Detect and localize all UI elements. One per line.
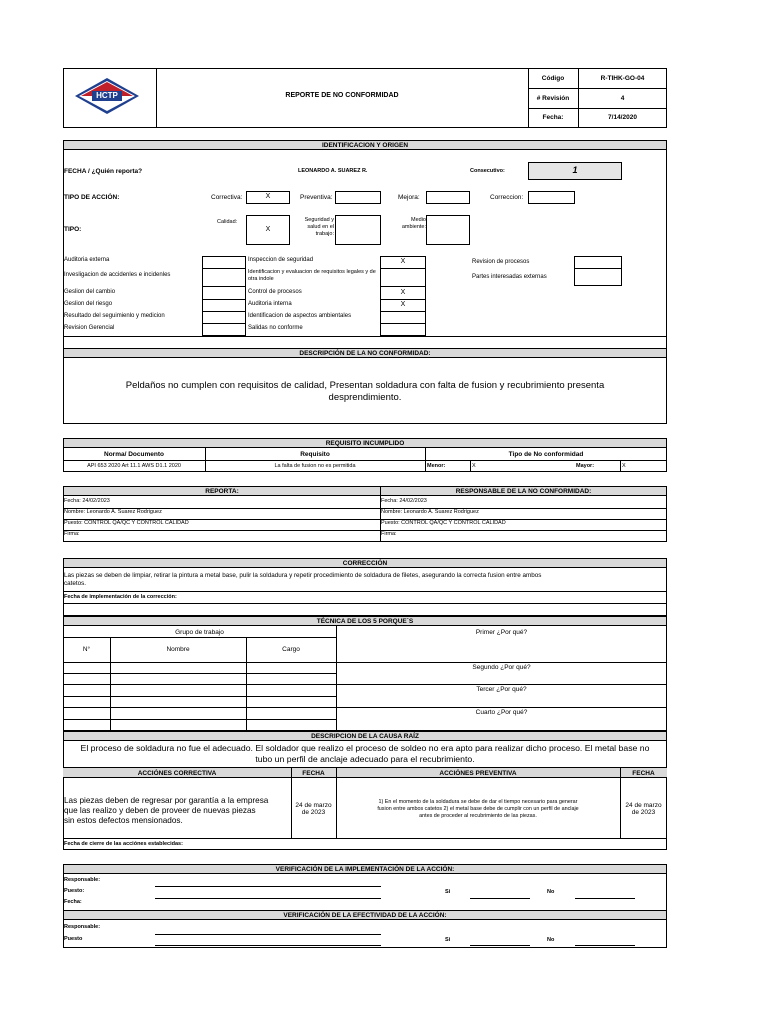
correccion-line1: Las piezas se deben de limpiar, retirar la pintura a metal base, pulir la soldadura y repetir procedimiento de soldadura de filetes, asegurando la correcta fusion entre ambos <box>64 572 542 579</box>
fecha1-line0: 24 de marzo <box>295 802 332 809</box>
segundo-porque: Segundo ¿Por qué? <box>472 664 531 671</box>
consecutivo-value: 1 <box>572 165 578 175</box>
reporta-fecha: Fecha: 24/02/2023 <box>64 498 110 504</box>
col-fecha2: FECHA <box>632 770 655 777</box>
origin-left-1: Invesligacion de accidenles e incidenles <box>64 272 171 278</box>
origin-right-box <box>574 256 622 286</box>
correccion-label: Correccion: <box>490 194 524 201</box>
verif1-fecha: Fecha: <box>64 899 82 905</box>
correctiva-mark: X <box>265 193 271 200</box>
fecha-label: Fecha: <box>542 114 564 121</box>
verif2-puesto: Puesto <box>64 936 83 942</box>
company-logo <box>74 77 140 115</box>
correctiva-text-0: Las piezas deben de regresar por garantía a la empresa <box>64 796 269 805</box>
mayor-label: Mayor: <box>576 463 595 469</box>
col-acciones-correctiva: ACCIÓNES CORRECTIVA <box>137 770 217 777</box>
calidad-label: Calidad: <box>217 219 238 225</box>
origins-grid <box>63 256 667 336</box>
descripcion-line1: Peldaños no cumplen con requisitos de calidad, Presentan soldadura con falta de fusion y recubrimiento presenta <box>125 380 605 391</box>
menor-mark: X <box>472 463 476 469</box>
porques-band: TÉCNICA DE LOS 5 PORQUE´S <box>63 616 667 626</box>
origin-left-3: Geslion del riesgo <box>64 301 113 307</box>
correctiva-label: Correctiva: <box>211 194 243 201</box>
origin-mid-mark-3: X <box>400 301 406 308</box>
origin-mid-5: Salidas no conforme <box>248 325 303 331</box>
seguridad-label: Seguridad y salud en el trabajo: <box>304 217 334 237</box>
mejora-label: Mejora: <box>398 194 420 201</box>
document-title: REPORTE DE NO CONFORMIDAD <box>285 92 399 99</box>
revision-value: 4 <box>620 95 625 102</box>
tercer-porque: Tercer ¿Por qué? <box>476 686 527 693</box>
norma-value: API 653 2020 Art 11.1 AWS D1.1 2020 <box>87 463 181 469</box>
medio-label: Medio ambiente: <box>401 217 426 230</box>
col-nombre: Nombre <box>166 646 190 653</box>
mayor-mark: X <box>622 463 626 469</box>
responsable-firma: Firma: <box>381 531 397 537</box>
medio-checkbox[interactable] <box>426 215 470 245</box>
preventiva-text-1: fusion entre ambos catetos 2) el metal base debe de cumplir con un perfil de anclaje <box>377 806 579 812</box>
verificacion-implementacion-band: VERIFICACIÓN DE LA IMPLEMENTACIÓN DE LA ACCIÓN: <box>63 864 667 874</box>
calidad-mark: X <box>265 226 271 233</box>
verificacion-frame <box>63 864 667 948</box>
correccion-checkbox[interactable] <box>528 191 575 204</box>
col-tipo: Tipo de No conformidad <box>508 451 584 458</box>
origin-right-1: Partes interesadas externas <box>472 274 547 280</box>
reporta-puesto: Puesto: CONTROL QA/QC Y CONTROL CALIDAD <box>64 520 189 526</box>
mejora-checkbox[interactable] <box>426 191 470 204</box>
verificacion-efectividad-band: VERIFICACIÓN DE LA EFECTIVIDAD DE LA ACCIÓN: <box>63 910 667 920</box>
col-num: N° <box>82 646 91 653</box>
primer-porque: Primer ¿Por qué? <box>475 629 528 636</box>
causa-line1: El proceso de soldadura no fue el adecuado. El soldador que realizo el proceso de soldeo no era apto para realizar dicho proceso. El metal base no <box>80 743 650 753</box>
fecha-cierre-label: Fecha de cierre de las acciónes establecidas: <box>64 841 183 847</box>
preventiva-text-0: 1) En el momento de la soldadura se debe de dar el tiempo necesario para generar <box>378 799 578 805</box>
tipo-label: TIPO: <box>64 226 82 233</box>
col-cargo: Cargo <box>282 646 300 653</box>
causa-band: DESCRIPCION DE LA CAUSA RAÍZ <box>63 731 667 741</box>
preventiva-label: Preventiva: <box>300 194 333 201</box>
fecha-quien-label: FECHA / ¿Quién reporta? <box>64 168 143 175</box>
codigo-label: Código <box>541 75 565 82</box>
tipo-accion-label: TIPO DE ACCIÓN: <box>64 194 120 201</box>
origin-left-2: Geslion del cambio <box>64 289 116 295</box>
origin-mid-4: Identificacion de aspectos ambientales <box>248 313 352 319</box>
fecha2-line0: 24 de marzo <box>625 802 662 809</box>
preventiva-text-2: antes de proceder al recubrimiento de las piezas. <box>419 813 537 819</box>
verif1-si: Si <box>445 889 451 895</box>
verif1-no: No <box>547 889 555 895</box>
reporta-band-right: RESPONSABLE DE LA NO CONFORMIDAD: <box>380 486 667 496</box>
correccion-band: CORRECCIÓN <box>63 558 667 568</box>
codigo-value: R-TIHK-GO-04 <box>600 75 645 82</box>
reporta-firma: Firma: <box>64 531 80 537</box>
consecutivo-label: Consecutivo: <box>470 168 505 174</box>
origin-left-4: Resultado del seguimienlo y medicion <box>64 313 165 319</box>
origin-mid-3: Auditoria interna <box>248 301 292 307</box>
logo-text: HCTP <box>96 91 118 100</box>
origin-right-0: Revision de procesos <box>472 259 530 265</box>
correctiva-text-2: sin estos defectos mensionados. <box>64 816 183 825</box>
fecha-value: 7/14/2020 <box>608 114 637 121</box>
correccion-line2: catetos. <box>64 580 87 587</box>
descripcion-line2: desprendimiento. <box>328 392 402 403</box>
responsable-nombre: Nombre: Leonardo A. Suarez Rodriguez <box>381 509 479 515</box>
origin-mid-1: Identificacion y evaluacion de requisitos legales y de otra indole <box>248 269 376 282</box>
verif2-si: Si <box>445 937 451 943</box>
menor-label: Menor: <box>427 463 446 469</box>
responsable-fecha: Fecha: 24/02/2023 <box>381 498 427 504</box>
requisito-band: REQUISITO INCUMPLIDO <box>63 438 667 448</box>
correctiva-text-1: que las realizo y deben de proveer de nuevas piezas <box>64 806 256 815</box>
col-acciones-preventiva: ACCIÓNES PREVENTIVA <box>439 770 517 777</box>
cuarto-porque: Cuarto ¿Por qué? <box>475 709 528 716</box>
fecha2-line1: de 2023 <box>631 809 656 816</box>
verif2-no: No <box>547 937 555 943</box>
grupo-trabajo-label: Grupo de trabajo <box>175 629 224 636</box>
verif1-puesto: Puesto: <box>64 888 85 894</box>
reporta-band-left: REPORTA: <box>63 486 381 496</box>
reporta-nombre: Nombre: Leonardo A. Suarez Rodriguez <box>64 509 162 515</box>
reporter-name: LEONARDO A. SUAREZ R. <box>298 168 368 174</box>
verif2-responsable: Responsable: <box>64 924 101 930</box>
origin-left-0: Auditoria externa <box>64 257 110 263</box>
origin-mid-0: Inspeccion de seguridad <box>248 257 314 263</box>
fecha-implementacion-label: Fecha de implementación de la corrección: <box>64 594 177 600</box>
col-norma: Norma/ Documento <box>104 451 164 458</box>
origin-mid-mark-2: X <box>400 289 406 296</box>
verif1-responsable: Responsable: <box>64 877 101 883</box>
origin-left-5: Revision Gerencial <box>64 325 115 331</box>
col-requisito: Requisito <box>300 451 330 458</box>
identificacion-band: IDENTIFICACION Y ORIGEN <box>63 140 667 150</box>
origin-mid-mark-0: X <box>400 258 406 265</box>
seguridad-checkbox[interactable] <box>335 215 381 245</box>
preventiva-checkbox[interactable] <box>335 191 381 204</box>
responsable-puesto: Puesto: CONTROL QA/QC Y CONTROL CALIDAD <box>381 520 506 526</box>
fecha1-line1: de 2023 <box>301 809 326 816</box>
origin-mid-2: Control de procesos <box>248 289 302 295</box>
requisito-value: La falta de fusion no es permitida <box>274 463 356 469</box>
descripcion-band: DESCRIPCIÓN DE LA NO CONFORMIDAD: <box>63 348 667 358</box>
causa-line2: tubo un perfil de anclaje adecuado para el recubrimiento. <box>255 754 475 764</box>
revision-label: # Revisión <box>536 95 570 102</box>
col-fecha1: FECHA <box>302 770 325 777</box>
